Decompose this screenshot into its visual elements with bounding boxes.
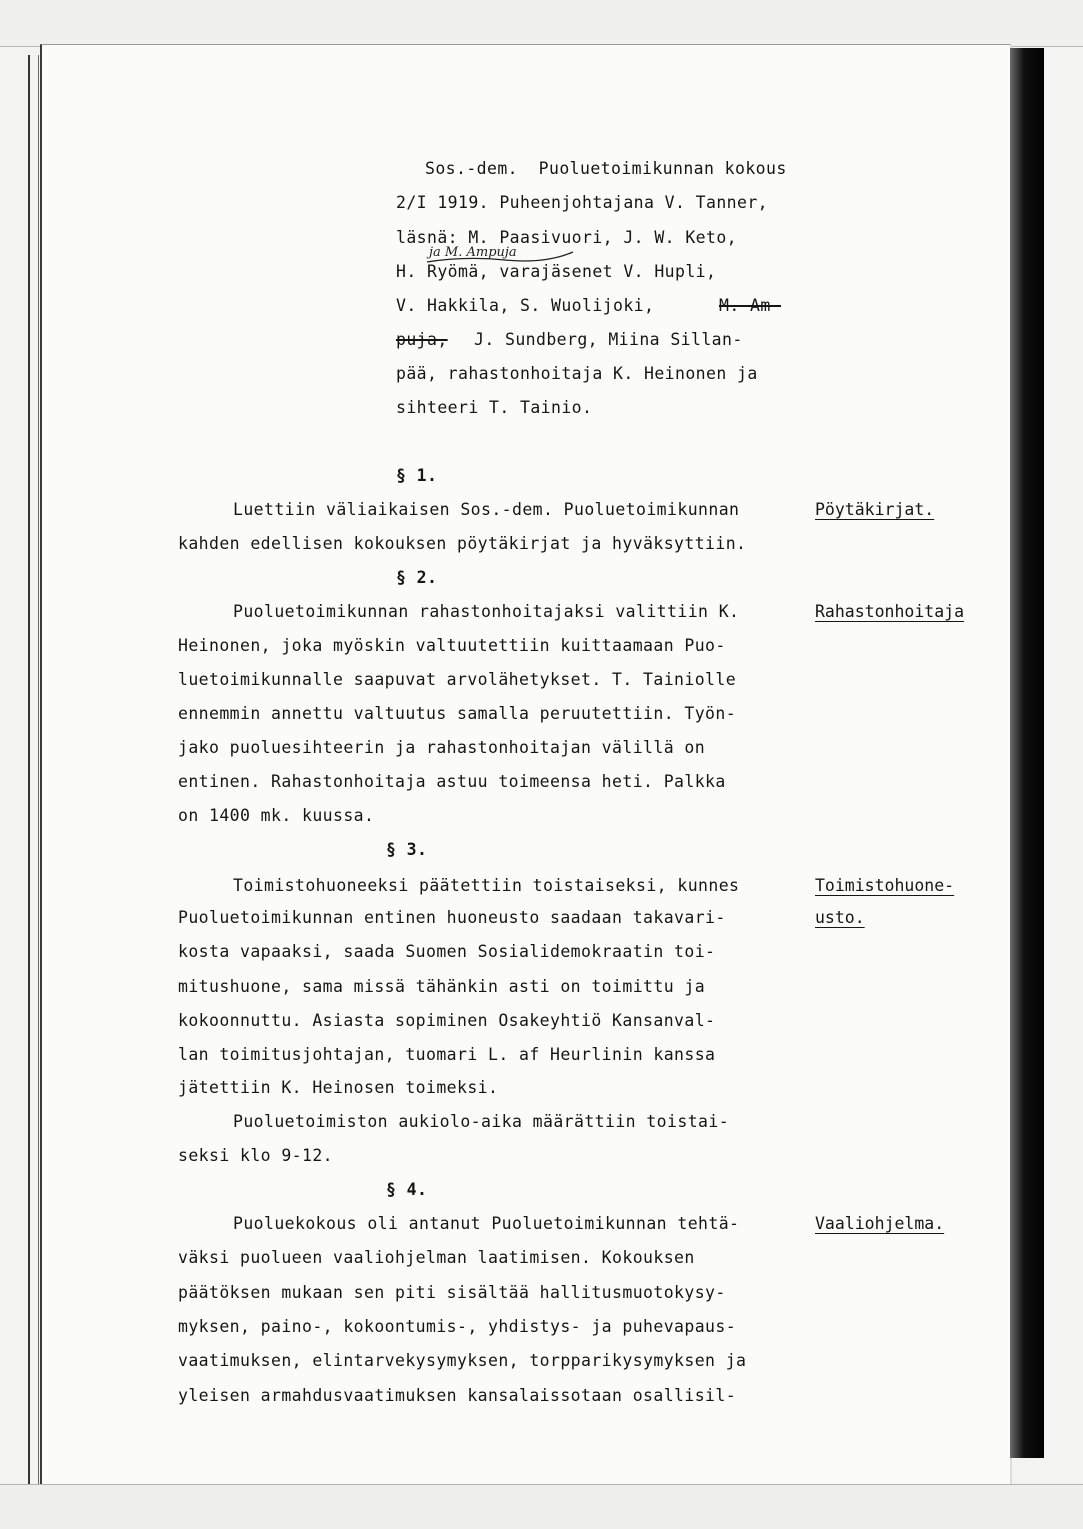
section-heading: § 1. [396,466,438,485]
margin-note: Rahastonhoitaja [815,602,965,621]
struck-name: puja, [396,330,448,349]
body-line: jätettiin K. Heinosen toimeksi. [178,1078,499,1097]
body-line: Puoluetoimikunnan rahastonhoitajaksi valittiin K. [233,602,740,621]
binder-edge [28,55,39,1495]
body-line: kokoonnuttu. Asiasta sopiminen Osakeyhtiö Kansanval- [178,1011,716,1030]
body-line: Luettiin väliaikaisen Sos.-dem. Puoluetoimikunnan [233,500,740,519]
header-line: läsnä: M. Paasivuori, J. W. Keto, [396,228,738,247]
body-line: seksi klo 9-12. [178,1146,334,1165]
header-line: 2/I 1919. Puheenjohtajana V. Tanner, [396,193,769,212]
margin-note: Vaaliohjelma. [815,1214,945,1233]
body-line: Puoluekokous oli antanut Puoluetoimikunnan tehtä- [233,1214,740,1233]
section-heading: § 4. [386,1180,428,1199]
header-line: Sos.-dem. Puoluetoimikunnan kokous [425,159,787,178]
body-line: Heinonen, joka myöskin valtuutettiin kuittaamaan Puo- [178,636,726,655]
header-line: pää, rahastonhoitaja K. Heinonen ja [396,364,758,383]
margin-note: Pöytäkirjat. [815,500,935,519]
body-line: vaatimuksen, elintarvekysymyksen, torpparikysymyksen ja [178,1351,747,1370]
body-line: Toimistohuoneeksi päätettiin toistaiseksi, kunnes [233,876,740,895]
body-line: yleisen armahdusvaatimuksen kansalaissotaan osallisil- [178,1386,737,1405]
scan-bottom-border [0,1484,1083,1529]
body-line: väksi puolueen vaaliohjelman laatimisen. Kokouksen [178,1248,695,1267]
body-line: ennemmin annettu valtuutus samalla peruutettiin. Työn- [178,704,737,723]
body-line: on 1400 mk. kuussa. [178,806,375,825]
page-edge-shadow [1010,48,1044,1458]
body-line: Puoluetoimikunnan entinen huoneusto saadaan takavari- [178,908,726,927]
margin-note: usto. [815,908,865,927]
body-line: mitushuone, sama missä tähänkin asti on toimittu ja [178,977,706,996]
body-line: lan toimitusjohtajan, tuomari L. af Heurlinin kanssa [178,1045,716,1064]
body-line: kosta vapaaksi, saada Suomen Sosialidemokraatin toi- [178,942,716,961]
body-line: entinen. Rahastonhoitaja astuu toimeensa heti. Palkka [178,772,726,791]
header-line: sihteeri T. Tainio. [396,398,593,417]
section-heading: § 3. [386,840,428,859]
body-line: luetoimikunnalle saapuvat arvolähetykset. T. Tainiolle [178,670,737,689]
body-line: päätöksen mukaan sen piti sisältää hallitusmuotokysy- [178,1283,726,1302]
margin-note: Toimistohuone- [815,876,955,895]
header-line: V. Hakkila, S. Wuolijoki, [396,296,655,315]
struck-name: M. Am- [719,296,782,315]
body-line: kahden edellisen kokouksen pöytäkirjat ja hyväksyttiin. [178,534,747,553]
body-line: jako puoluesihteerin ja rahastonhoitajan välillä on [178,738,706,757]
body-line: myksen, paino-, kokoontumis-, yhdistys- ja puhevapaus- [178,1317,737,1336]
scan-top-border [0,0,1083,47]
section-heading: § 2. [396,568,438,587]
header-line: H. Ryömä, varajäsenet V. Hupli, [396,262,717,281]
header-line: J. Sundberg, Miina Sillan- [474,330,743,349]
body-line: Puoluetoimiston aukiolo-aika määrättiin toistai- [233,1112,730,1131]
svg-text:ja M. Ampuja: ja M. Ampuja [429,245,517,260]
